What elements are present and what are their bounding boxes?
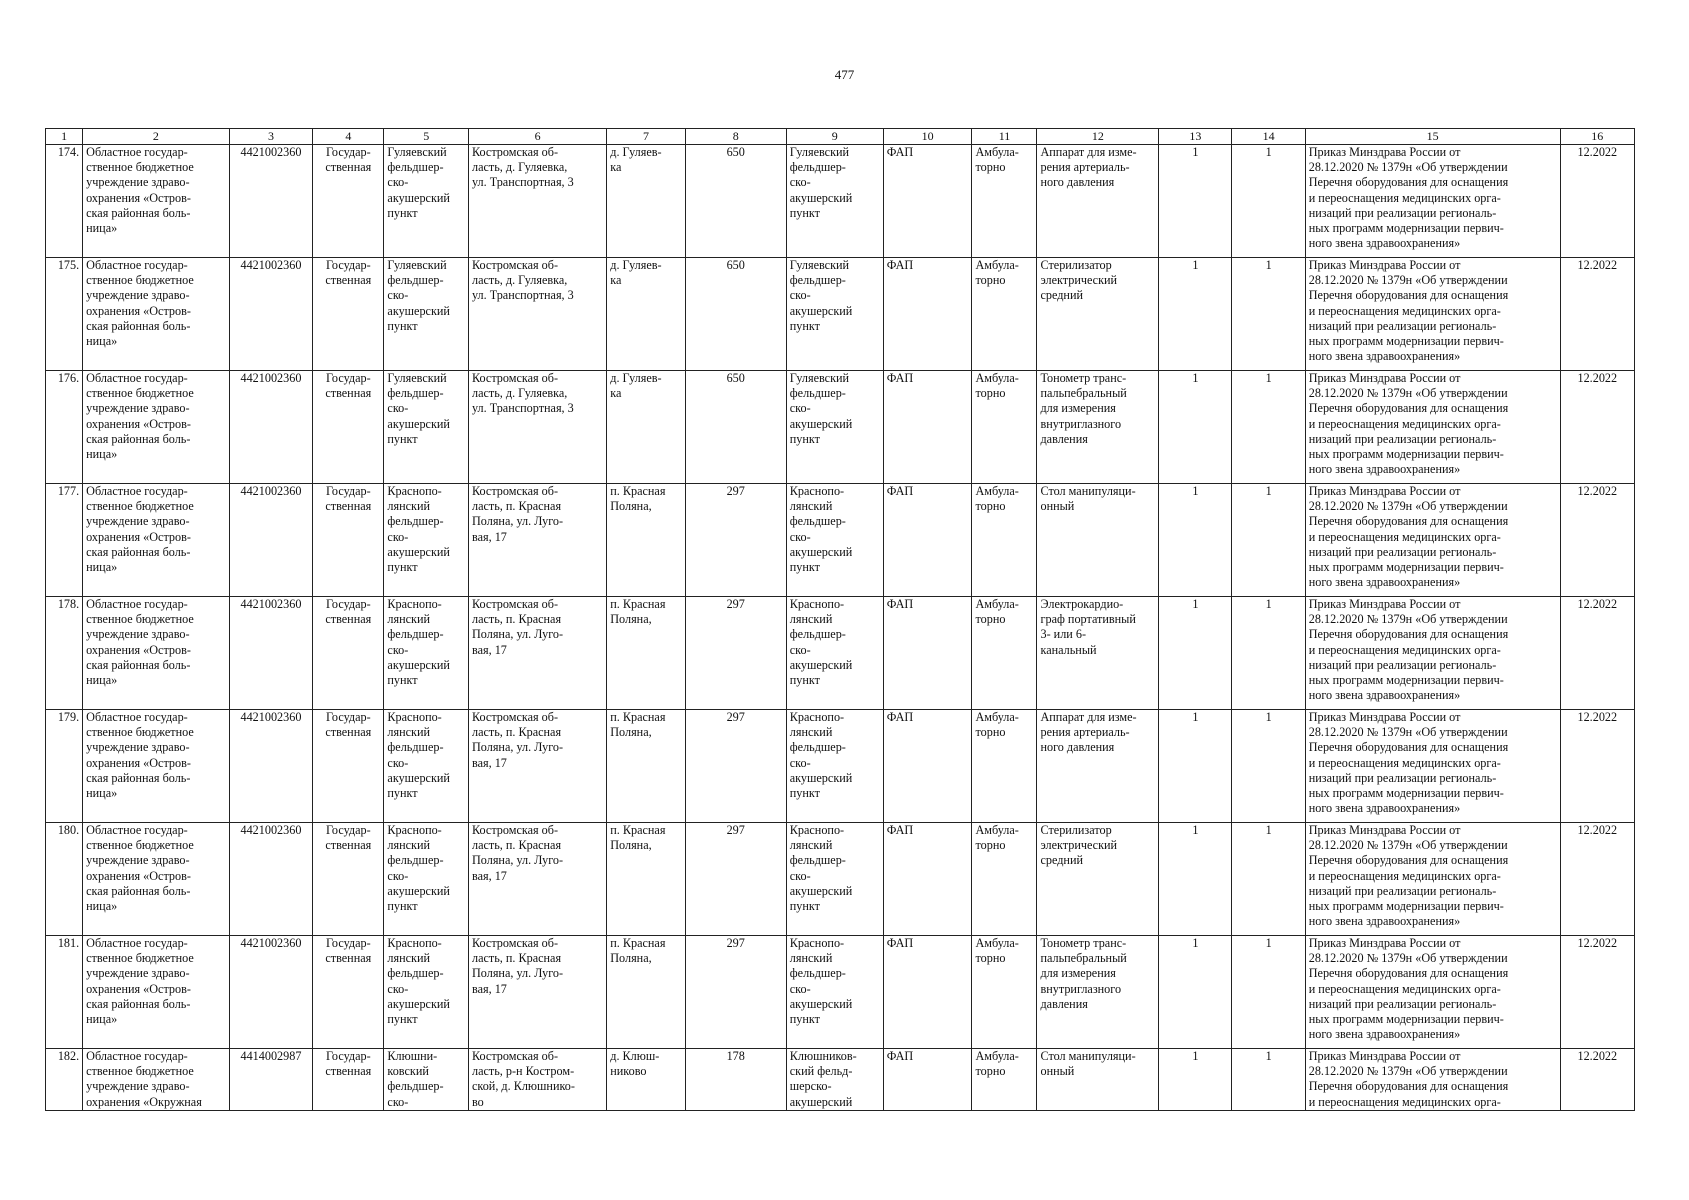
cell-row-number: 180. (46, 823, 83, 936)
cell-deadline-date: 12.2022 (1560, 371, 1634, 484)
cell-population: 297 (685, 597, 786, 710)
cell-locality: д. Гуляев- ка (607, 258, 685, 371)
cell-organization: Областное государ- ственное бюджетное учреждение здраво- охранения «Остров- ская районная боль- ница» (83, 597, 230, 710)
cell-address: Костромская об- ласть, д. Гуляевка, ул. Транспортная, 3 (469, 145, 607, 258)
cell-population: 178 (685, 1049, 786, 1111)
table-row (46, 484, 1635, 597)
cell-equipment-name: Стол манипуляци- онный (1037, 1049, 1159, 1111)
cell-row-number: 174. (46, 145, 83, 258)
cell-deadline-date: 12.2022 (1560, 145, 1634, 258)
cell-facility-kind: ФАП (883, 258, 972, 371)
header-row (46, 129, 1635, 145)
cell-structural-unit: Краснопо- лянский фельдшер- ско- акушерский пункт (384, 936, 469, 1049)
cell-quantity: 1 (1159, 145, 1232, 258)
column-header-5: 5 (384, 129, 469, 145)
cell-address: Костромская об- ласть, п. Красная Поляна, ул. Луго- вая, 17 (469, 823, 607, 936)
cell-legal-basis: Приказ Минздрава России от 28.12.2020 № 1379н «Об утверждении Перечня оборудования для оснащения и переоснащения медицинских орга- низаций при реализации региональ- ных программ модернизации первич- ного звена здравоохранения» (1305, 145, 1560, 258)
cell-population: 297 (685, 484, 786, 597)
equipment-table (45, 128, 1635, 1111)
cell-deadline-date: 12.2022 (1560, 1049, 1634, 1111)
cell-ownership-type: Государ- ственная (313, 597, 384, 710)
cell-legal-basis: Приказ Минздрава России от 28.12.2020 № 1379н «Об утверждении Перечня оборудования для оснащения и переоснащения медицинских орга- низаций при реализации региональ- ных программ модернизации первич- ного звена здравоохранения» (1305, 484, 1560, 597)
cell-inn: 4421002360 (229, 258, 313, 371)
cell-facility-kind: ФАП (883, 145, 972, 258)
cell-facility-kind: ФАП (883, 371, 972, 484)
cell-organization: Областное государ- ственное бюджетное учреждение здраво- охранения «Остров- ская районная боль- ница» (83, 936, 230, 1049)
column-header-7: 7 (607, 129, 685, 145)
cell-locality: д. Гуляев- ка (607, 371, 685, 484)
cell-quantity: 1 (1159, 823, 1232, 936)
column-header-14: 14 (1232, 129, 1305, 145)
table-body (46, 145, 1635, 1111)
cell-legal-basis: Приказ Минздрава России от 28.12.2020 № 1379н «Об утверждении Перечня оборудования для оснащения и переоснащения медицинских орга- низаций при реализации региональ- ных программ модернизации первич- ного звена здравоохранения» (1305, 258, 1560, 371)
cell-quantity-2: 1 (1232, 484, 1305, 597)
cell-facility-name: Краснопо- лянский фельдшер- ско- акушерский пункт (786, 823, 883, 936)
cell-quantity: 1 (1159, 710, 1232, 823)
cell-quantity-2: 1 (1232, 258, 1305, 371)
column-header-3: 3 (229, 129, 313, 145)
cell-row-number: 181. (46, 936, 83, 1049)
cell-ownership-type: Государ- ственная (313, 1049, 384, 1111)
column-header-13: 13 (1159, 129, 1232, 145)
cell-deadline-date: 12.2022 (1560, 710, 1634, 823)
cell-ownership-type: Государ- ственная (313, 145, 384, 258)
cell-facility-kind: ФАП (883, 1049, 972, 1111)
cell-ownership-type: Государ- ственная (313, 823, 384, 936)
cell-care-mode: Амбула- торно (972, 1049, 1037, 1111)
cell-equipment-name: Стол манипуляци- онный (1037, 484, 1159, 597)
cell-population: 297 (685, 710, 786, 823)
cell-population: 297 (685, 823, 786, 936)
cell-address: Костромская об- ласть, р-н Костром- ской, д. Клюшнико- во (469, 1049, 607, 1111)
cell-organization: Областное государ- ственное бюджетное учреждение здраво- охранения «Остров- ская районная боль- ница» (83, 371, 230, 484)
cell-quantity: 1 (1159, 371, 1232, 484)
cell-equipment-name: Аппарат для изме- рения артериаль- ного давления (1037, 710, 1159, 823)
column-header-6: 6 (469, 129, 607, 145)
cell-deadline-date: 12.2022 (1560, 823, 1634, 936)
cell-deadline-date: 12.2022 (1560, 597, 1634, 710)
cell-organization: Областное государ- ственное бюджетное учреждение здраво- охранения «Остров- ская районная боль- ница» (83, 484, 230, 597)
cell-locality: д. Клюш- никово (607, 1049, 685, 1111)
column-header-2: 2 (83, 129, 230, 145)
cell-facility-name: Краснопо- лянский фельдшер- ско- акушерский пункт (786, 597, 883, 710)
cell-structural-unit: Гуляевский фельдшер- ско- акушерский пункт (384, 371, 469, 484)
cell-quantity: 1 (1159, 597, 1232, 710)
cell-organization: Областное государ- ственное бюджетное учреждение здраво- охранения «Остров- ская районная боль- ница» (83, 145, 230, 258)
cell-equipment-name: Электрокардио- граф портативный 3- или 6- канальный (1037, 597, 1159, 710)
cell-quantity: 1 (1159, 484, 1232, 597)
cell-care-mode: Амбула- торно (972, 936, 1037, 1049)
column-header-11: 11 (972, 129, 1037, 145)
table-row (46, 1049, 1635, 1111)
cell-facility-name: Краснопо- лянский фельдшер- ско- акушерский пункт (786, 710, 883, 823)
cell-legal-basis: Приказ Минздрава России от 28.12.2020 № 1379н «Об утверждении Перечня оборудования для оснащения и переоснащения медицинских орга- низаций при реализации региональ- ных программ модернизации первич- ного звена здравоохранения» (1305, 597, 1560, 710)
cell-address: Костромская об- ласть, д. Гуляевка, ул. Транспортная, 3 (469, 258, 607, 371)
cell-ownership-type: Государ- ственная (313, 258, 384, 371)
cell-structural-unit: Гуляевский фельдшер- ско- акушерский пункт (384, 258, 469, 371)
cell-ownership-type: Государ- ственная (313, 710, 384, 823)
cell-legal-basis: Приказ Минздрава России от 28.12.2020 № 1379н «Об утверждении Перечня оборудования для оснащения и переоснащения медицинских орга- низаций при реализации региональ- ных программ модернизации первич- ного звена здравоохранения» (1305, 371, 1560, 484)
cell-inn: 4421002360 (229, 823, 313, 936)
cell-quantity-2: 1 (1232, 823, 1305, 936)
table-row (46, 145, 1635, 258)
cell-care-mode: Амбула- торно (972, 258, 1037, 371)
cell-facility-kind: ФАП (883, 823, 972, 936)
cell-legal-basis: Приказ Минздрава России от 28.12.2020 № 1379н «Об утверждении Перечня оборудования для оснащения и переоснащения медицинских орга- низаций при реализации региональ- ных программ модернизации первич- ного звена здравоохранения» (1305, 710, 1560, 823)
table-row (46, 823, 1635, 936)
cell-row-number: 178. (46, 597, 83, 710)
cell-structural-unit: Краснопо- лянский фельдшер- ско- акушерский пункт (384, 597, 469, 710)
cell-quantity-2: 1 (1232, 145, 1305, 258)
cell-care-mode: Амбула- торно (972, 145, 1037, 258)
cell-facility-name: Гуляевский фельдшер- ско- акушерский пункт (786, 371, 883, 484)
cell-organization: Областное государ- ственное бюджетное учреждение здраво- охранения «Остров- ская районная боль- ница» (83, 710, 230, 823)
cell-row-number: 175. (46, 258, 83, 371)
cell-population: 650 (685, 145, 786, 258)
cell-inn: 4421002360 (229, 710, 313, 823)
cell-locality: п. Красная Поляна, (607, 597, 685, 710)
cell-quantity: 1 (1159, 258, 1232, 371)
cell-quantity: 1 (1159, 936, 1232, 1049)
cell-inn: 4414002987 (229, 1049, 313, 1111)
cell-organization: Областное государ- ственное бюджетное учреждение здраво- охранения «Остров- ская районная боль- ница» (83, 258, 230, 371)
cell-facility-name: Клюшников- ский фельд- шерско- акушерский (786, 1049, 883, 1111)
cell-structural-unit: Гуляевский фельдшер- ско- акушерский пункт (384, 145, 469, 258)
column-header-4: 4 (313, 129, 384, 145)
cell-equipment-name: Тонометр транс- пальпебральный для измерения внутриглазного давления (1037, 371, 1159, 484)
cell-facility-kind: ФАП (883, 484, 972, 597)
cell-quantity: 1 (1159, 1049, 1232, 1111)
column-header-1: 1 (46, 129, 83, 145)
cell-locality: п. Красная Поляна, (607, 936, 685, 1049)
cell-structural-unit: Клюшни- ковский фельдшер- ско- (384, 1049, 469, 1111)
cell-structural-unit: Краснопо- лянский фельдшер- ско- акушерский пункт (384, 823, 469, 936)
cell-equipment-name: Аппарат для изме- рения артериаль- ного давления (1037, 145, 1159, 258)
table-row (46, 258, 1635, 371)
cell-population: 297 (685, 936, 786, 1049)
cell-quantity-2: 1 (1232, 936, 1305, 1049)
column-header-9: 9 (786, 129, 883, 145)
table-row (46, 371, 1635, 484)
cell-quantity-2: 1 (1232, 597, 1305, 710)
cell-inn: 4421002360 (229, 371, 313, 484)
cell-address: Костромская об- ласть, д. Гуляевка, ул. Транспортная, 3 (469, 371, 607, 484)
cell-care-mode: Амбула- торно (972, 823, 1037, 936)
cell-locality: п. Красная Поляна, (607, 823, 685, 936)
cell-facility-kind: ФАП (883, 597, 972, 710)
cell-legal-basis: Приказ Минздрава России от 28.12.2020 № 1379н «Об утверждении Перечня оборудования для оснащения и переоснащения медицинских орга- низаций при реализации региональ- ных программ модернизации первич- ного звена здравоохранения» (1305, 936, 1560, 1049)
cell-care-mode: Амбула- торно (972, 710, 1037, 823)
page-number: 477 (834, 67, 855, 82)
cell-row-number: 177. (46, 484, 83, 597)
cell-locality: п. Красная Поляна, (607, 710, 685, 823)
cell-legal-basis: Приказ Минздрава России от 28.12.2020 № 1379н «Об утверждении Перечня оборудования для оснащения и переоснащения медицинских орга- низаций при реализации региональ- ных программ модернизации первич- ного звена здравоохранения» (1305, 823, 1560, 936)
cell-quantity-2: 1 (1232, 371, 1305, 484)
cell-population: 650 (685, 371, 786, 484)
cell-legal-basis: Приказ Минздрава России от 28.12.2020 № 1379н «Об утверждении Перечня оборудования для оснащения и переоснащения медицинских орга- (1305, 1049, 1560, 1111)
cell-row-number: 179. (46, 710, 83, 823)
cell-address: Костромская об- ласть, п. Красная Поляна, ул. Луго- вая, 17 (469, 484, 607, 597)
table-row (46, 597, 1635, 710)
cell-ownership-type: Государ- ственная (313, 371, 384, 484)
cell-equipment-name: Тонометр транс- пальпебральный для измерения внутриглазного давления (1037, 936, 1159, 1049)
cell-facility-kind: ФАП (883, 710, 972, 823)
table-row (46, 936, 1635, 1049)
cell-care-mode: Амбула- торно (972, 371, 1037, 484)
cell-facility-name: Гуляевский фельдшер- ско- акушерский пункт (786, 258, 883, 371)
column-header-8: 8 (685, 129, 786, 145)
cell-inn: 4421002360 (229, 484, 313, 597)
cell-organization: Областное государ- ственное бюджетное учреждение здраво- охранения «Остров- ская районная боль- ница» (83, 823, 230, 936)
cell-deadline-date: 12.2022 (1560, 258, 1634, 371)
cell-inn: 4421002360 (229, 145, 313, 258)
cell-structural-unit: Краснопо- лянский фельдшер- ско- акушерский пункт (384, 484, 469, 597)
cell-facility-name: Краснопо- лянский фельдшер- ско- акушерский пункт (786, 936, 883, 1049)
cell-care-mode: Амбула- торно (972, 597, 1037, 710)
cell-locality: п. Красная Поляна, (607, 484, 685, 597)
cell-quantity-2: 1 (1232, 710, 1305, 823)
cell-population: 650 (685, 258, 786, 371)
cell-row-number: 176. (46, 371, 83, 484)
cell-ownership-type: Государ- ственная (313, 484, 384, 597)
cell-structural-unit: Краснопо- лянский фельдшер- ско- акушерский пункт (384, 710, 469, 823)
cell-deadline-date: 12.2022 (1560, 484, 1634, 597)
cell-address: Костромская об- ласть, п. Красная Поляна, ул. Луго- вая, 17 (469, 936, 607, 1049)
cell-deadline-date: 12.2022 (1560, 936, 1634, 1049)
cell-facility-kind: ФАП (883, 936, 972, 1049)
cell-quantity-2: 1 (1232, 1049, 1305, 1111)
cell-inn: 4421002360 (229, 936, 313, 1049)
column-header-15: 15 (1305, 129, 1560, 145)
cell-care-mode: Амбула- торно (972, 484, 1037, 597)
table-row (46, 710, 1635, 823)
table-header (46, 129, 1635, 145)
cell-facility-name: Краснопо- лянский фельдшер- ско- акушерский пункт (786, 484, 883, 597)
cell-address: Костромская об- ласть, п. Красная Поляна, ул. Луго- вая, 17 (469, 597, 607, 710)
cell-equipment-name: Стерилизатор электрический средний (1037, 258, 1159, 371)
cell-facility-name: Гуляевский фельдшер- ско- акушерский пункт (786, 145, 883, 258)
column-header-10: 10 (883, 129, 972, 145)
cell-ownership-type: Государ- ственная (313, 936, 384, 1049)
cell-address: Костромская об- ласть, п. Красная Поляна, ул. Луго- вая, 17 (469, 710, 607, 823)
cell-inn: 4421002360 (229, 597, 313, 710)
cell-equipment-name: Стерилизатор электрический средний (1037, 823, 1159, 936)
column-header-16: 16 (1560, 129, 1634, 145)
column-header-12: 12 (1037, 129, 1159, 145)
cell-row-number: 182. (46, 1049, 83, 1111)
cell-locality: д. Гуляев- ка (607, 145, 685, 258)
cell-organization: Областное государ- ственное бюджетное учреждение здраво- охранения «Окружная (83, 1049, 230, 1111)
